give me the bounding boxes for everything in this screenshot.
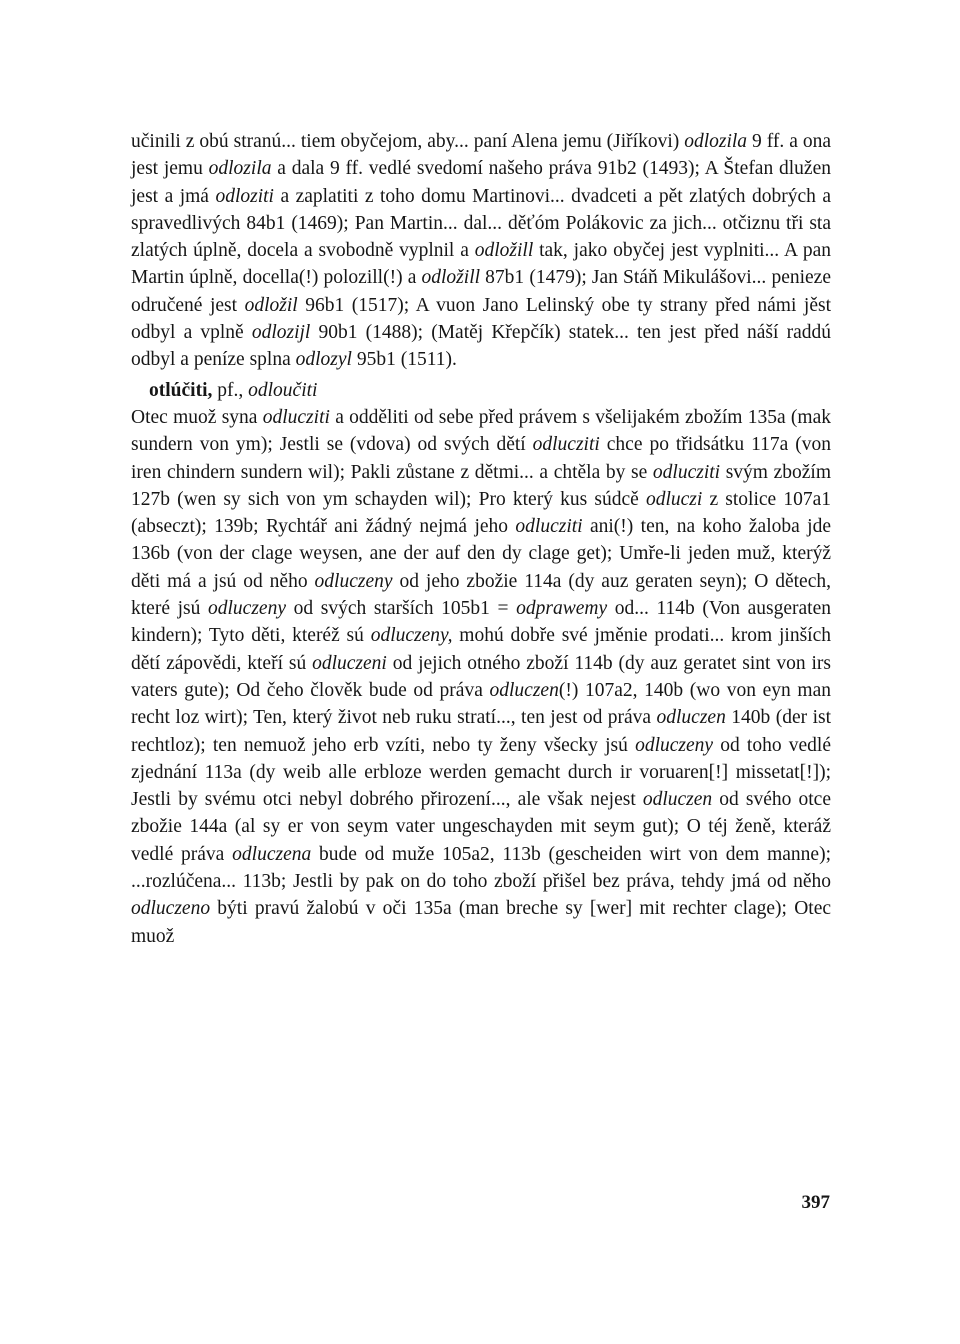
italic-term: odlucziti <box>532 434 600 456</box>
text-run: 87b1 (1479); Jan Stáň Mikulášovi... penieze odručené jest <box>131 267 831 316</box>
italic-term: odluczeni <box>312 652 387 674</box>
italic-term: odlucziti <box>515 516 583 538</box>
text-run: od toho vedlé zjednání 113a (dy weib alle erbloze werden gemacht durch ir voruaren[!] missetat[!]); Jestli by svému otci nebyl dobrého přirození..., ale však nejest <box>131 734 831 811</box>
text-run: svým zbožím 127b (wen sy sich von ym schayden wil); Pro který kus súdcě <box>131 461 831 510</box>
text-run: od jeho zbožie 114a (dy auz geraten seyn); O dětech, které jsú <box>131 570 831 620</box>
entry-body-paragraph <box>131 404 831 950</box>
italic-term: odlozila <box>684 131 748 152</box>
text-run: od... 114b (Von ausgeraten kindern); Tyto děti, kteréž sú <box>131 598 831 647</box>
italic-term: odluczen <box>656 707 726 729</box>
italic-term: odlozijl <box>251 322 311 344</box>
text-run: od svých starších 105b1 = <box>285 598 517 620</box>
text-run: bude od muže 105a2, 113b (gescheiden wirt von dem manne); ...rozlúčena... 113b; Jestli by pak on do toho zboží přišel bez práva, tehdy jmá od něho <box>131 843 831 893</box>
italic-term: odluczeny <box>314 570 393 592</box>
italic-term: odlucziti <box>652 461 721 483</box>
text-run: 96b1 (1517); A vuon Jano Lelinský obe ty strany před námi jěst odbyl a vplně <box>131 294 831 344</box>
text-run: a odděliti od sebe před právem s všelijakém zbožím 135a (mak sundern von ym); Jestli se (vdova) od svých dětí <box>131 406 831 456</box>
text-run: učinili z obú stranú... tiem obyčejom, aby... paní Alena jemu (Jiříkovi) <box>131 131 685 152</box>
text-run: ani(!) ten, na koho žaloba jde 136b (von der clage weysen, ane der auf den dy clage get); Umře-li jeden muž, kterýž děti má a jsú od něho <box>131 516 831 592</box>
italic-term: odluczen <box>642 789 713 811</box>
italic-term: odloziti <box>215 185 274 207</box>
italic-term: odluczi <box>645 488 703 510</box>
text-run: a zaplatiti z toho domu Martinovi... dvadceti a pět zlatých dobrých a spravedlivých 84b1 (1469); Pan Martin... dal... děťóm Polákovic za jich... otčiznu tři sta zlatých úplně, docela a svobodně vyplnil a <box>131 185 831 262</box>
text-run: od jejich otného zboží 114b (dy auz geratet sint von irs vaters gute); Od čeho člověk bude od práva <box>131 652 831 701</box>
italic-term: odluczeny <box>208 598 286 620</box>
italic-term: odložil <box>244 294 298 316</box>
text-run: 140b (der ist rechtloz); ten nemuož jeho erb vzíti, nebo ty ženy všecky jsú <box>131 707 831 756</box>
text-run: Otec muož syna <box>131 406 263 428</box>
page-number: 397 <box>801 1192 830 1213</box>
text-run: chce po třidsátku 117a (von iren chindern sundern wil); Pakli zůstane z dětmi... a chtěla by se <box>131 434 831 483</box>
entry-heading <box>149 377 831 404</box>
italic-term: odložill <box>421 267 481 289</box>
page-body <box>131 128 831 950</box>
text-run: od svého otce zbožie 144a (al sy er von seym vater ungeschayden mit seym gut); O téj ženě, kteráž vedlé práva <box>131 789 831 865</box>
part-of-speech: pf., <box>212 379 249 401</box>
italic-term: odluczeno <box>131 898 211 920</box>
text-run: 90b1 (1488); (Matěj Křepčík) statek... ten jest před náší raddú odbyl a peníze splna <box>131 322 831 371</box>
text-run: (!) 107a2, 140b (wo von eyn man recht loz wirt); Ten, který život neb ruku stratí..., ten jest od práva <box>131 679 831 729</box>
italic-term: odložill <box>474 240 534 262</box>
text-run: 95b1 (1511). <box>351 349 457 371</box>
italic-term: odluczena <box>232 843 312 865</box>
entry-citations-paragraph <box>131 128 831 374</box>
headword: otlúčiti, <box>149 379 213 401</box>
italic-term: odprawemy <box>516 598 608 620</box>
italic-term: odluczeny <box>635 734 714 756</box>
text-run: 9 ff. a ona jest jemu <box>131 131 831 180</box>
text-run: tak, jako obyčej jest vyplniti... A pan Martin úplně, docella(!) polozill(!) a <box>131 240 831 289</box>
text-run: býti pravú žalobú v oči 135a (man breche sy [wer] mit rechter clage); Otec muož <box>131 898 831 947</box>
italic-term: odlucziti <box>262 406 330 428</box>
text-run: a dala 9 ff. vedlé svedomí našeho práva 91b2 (1493); A Štefan dlužen jest a jmá <box>131 158 831 207</box>
text-run: mohú dobře své jměnie prodati... krom jinších dětí zápovědi, kteří sú <box>131 625 831 674</box>
headword-gloss: odloučiti <box>248 379 318 401</box>
italic-term: odlozyl <box>295 349 352 371</box>
italic-term: odluczen <box>489 679 559 701</box>
italic-term: odluczeny, <box>370 625 453 647</box>
italic-term: odlozila <box>208 158 272 180</box>
text-run: z stolice 107a1 (abseczt); 139b; Rychtář ani žádný nejmá jeho <box>131 488 831 538</box>
